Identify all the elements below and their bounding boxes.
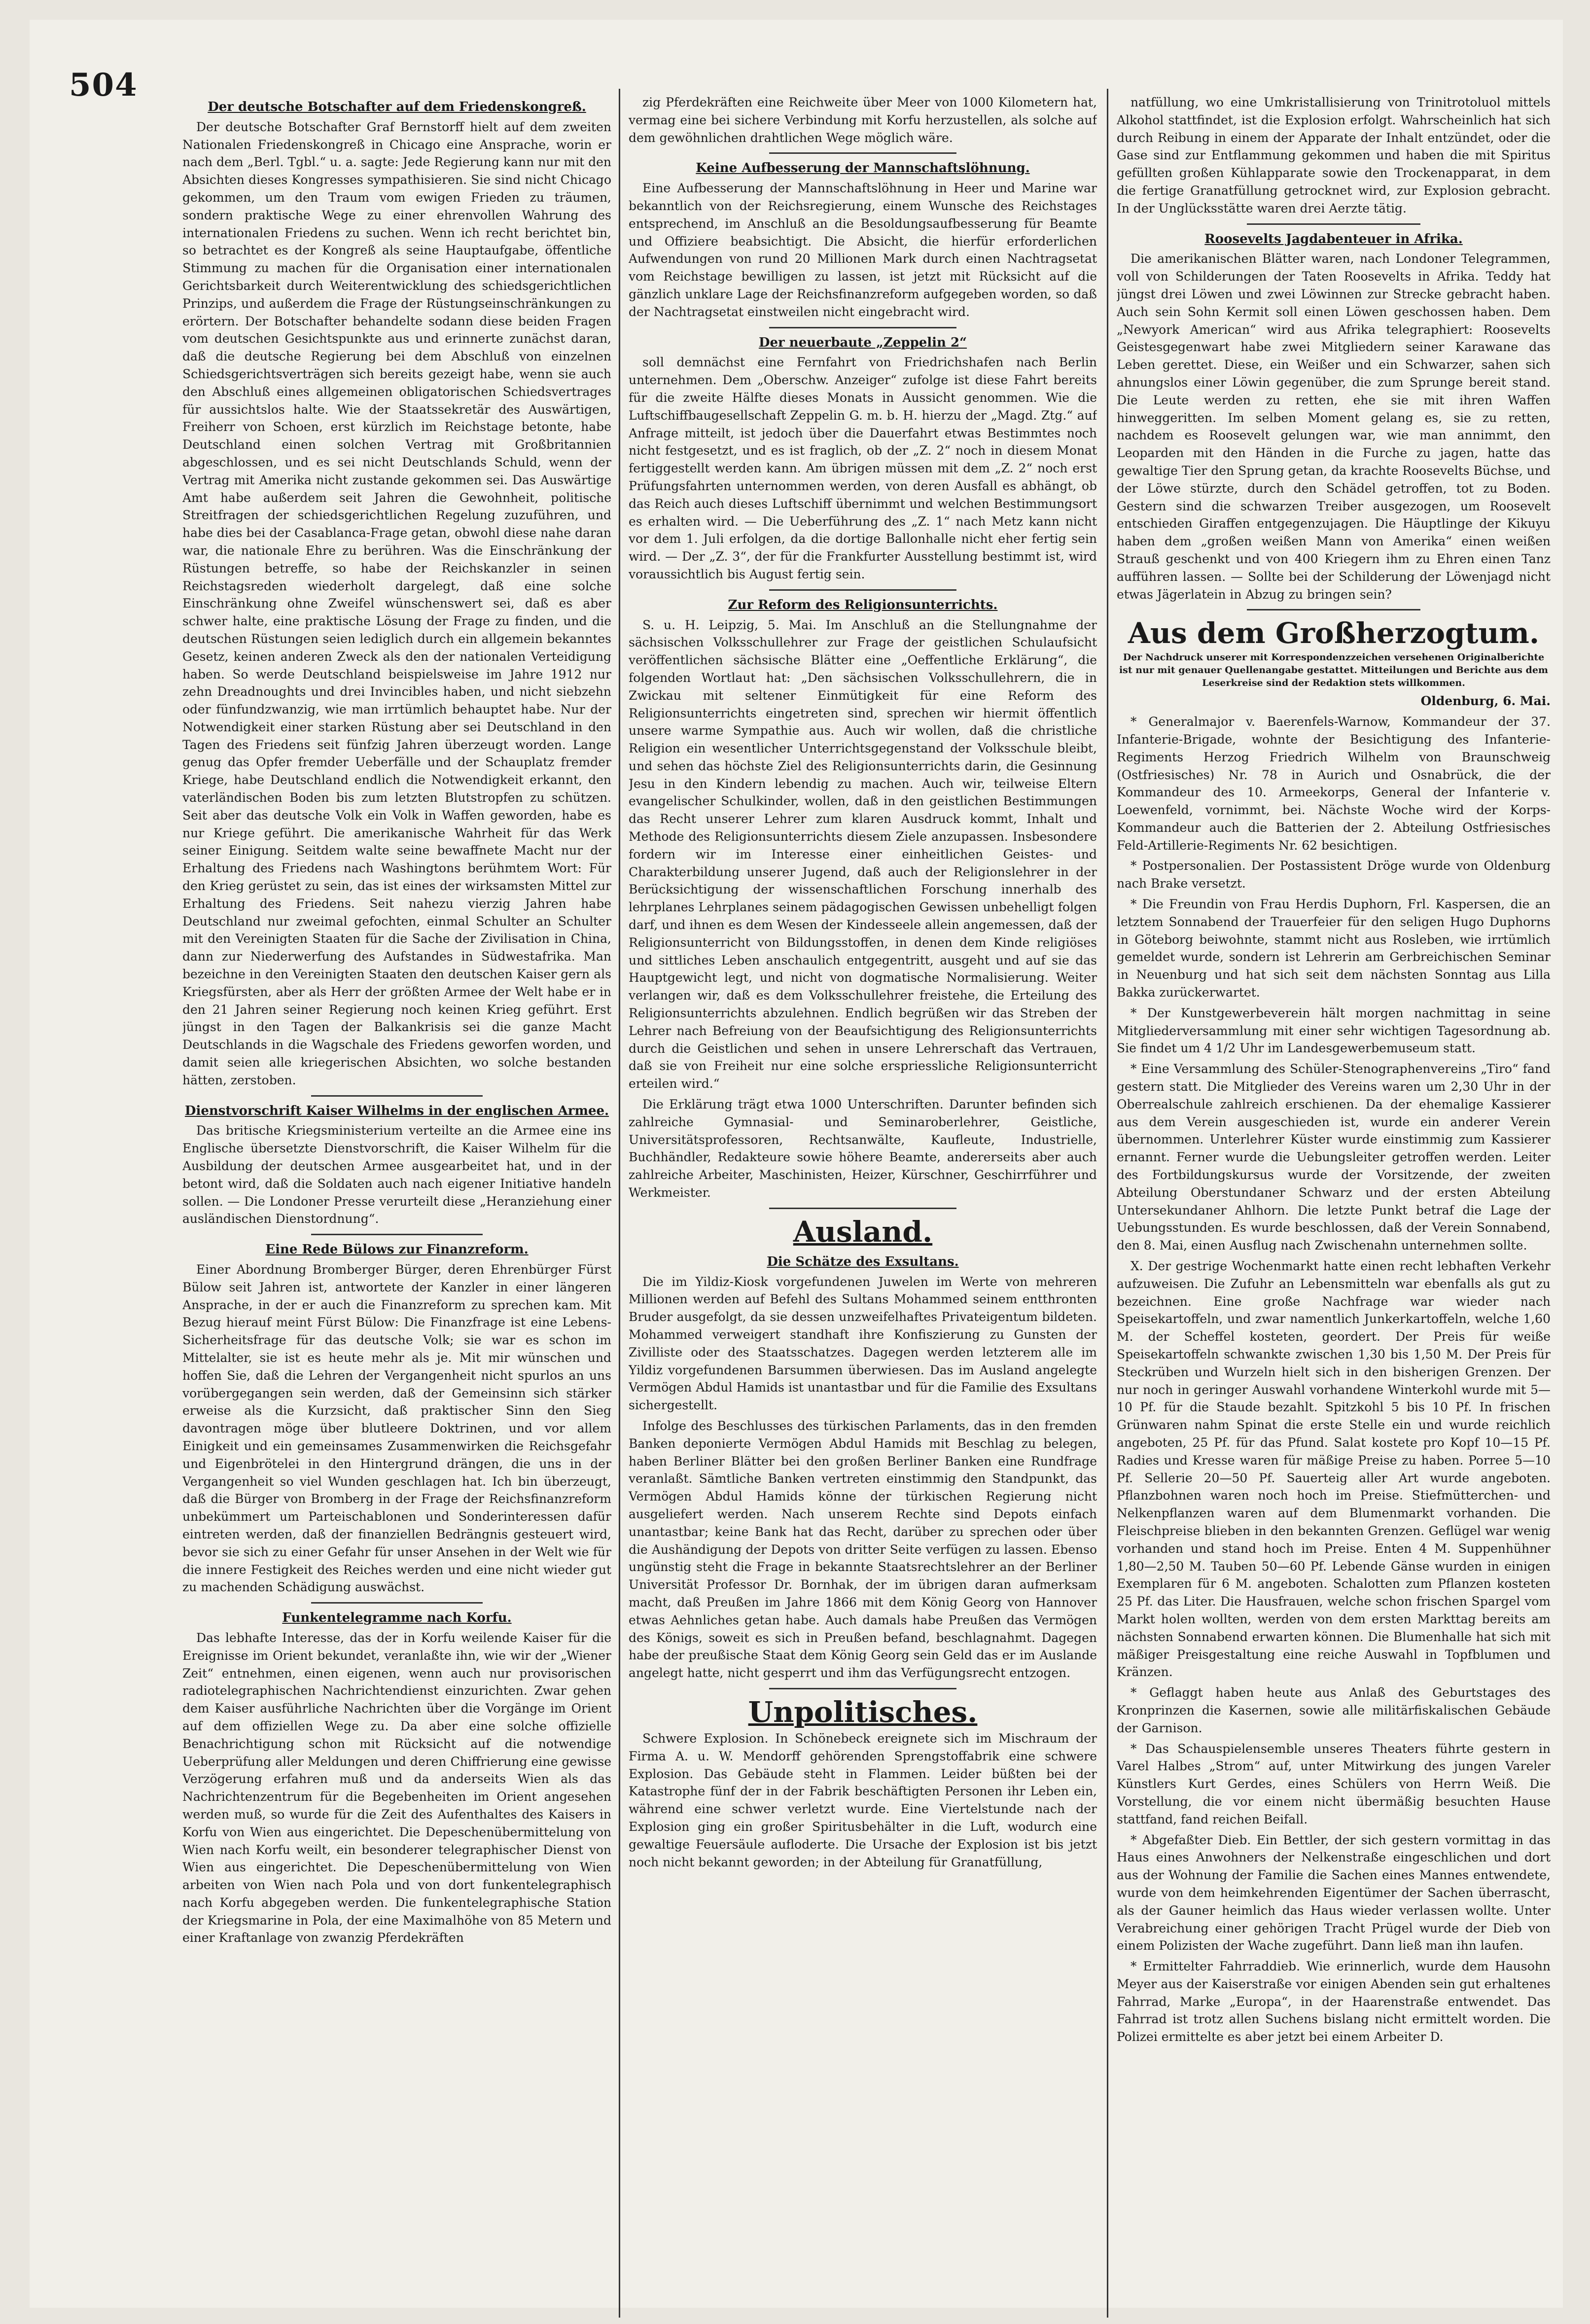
article-divider bbox=[769, 152, 956, 154]
dateline: Oldenburg, 6. Mai. bbox=[1420, 694, 1551, 709]
article-paragraph: X. Der gestrige Wochenmarkt hatte einen recht lebhaften Verkehr aufzuweisen. Die Zufuhr an Lebensmitteln war ebenfalls als gut zu bezeichnen. Eine große Nachfrage war wieder nach Speisekartoffeln, und zwar namentlich Junkerkartoffeln, welche 1,60 M. der Scheffel kosteten, geordert. Der Preis für weiße Speisekartoffeln schwankte zwischen 1,30 bis 1,50 M. Der Preis für Steckrüben und Wurzeln hielt sich in den bisherigen Grenzen. Der nur noch in geringer Auswahl vorhandene Winterkohl wurde mit 5—10 Pf. für die Staude bezahlt. Spitzkohl 5 bis 10 Pf. In frischen Grünwaren nahm Spinat die erste Stelle ein und wurde reichlich angeboten, 25 Pf. für das Pfund. Salat kostete pro Kopf 10—15 Pf. Radies und Kresse waren für mäßige Preise zu haben. Porree 5—10 Pf. Sellerie 20—50 Pf. Sauerteig aller Art wurde angeboten. Pflanzbohnen waren noch hoch im Preise. Stiefmütterchen- und Nelkenpflanzen waren auf dem Blumenmarkt vorhanden. Die Fleischpreise blieben in den bekannten Grenzen. Geflügel war wenig vorhanden und stand hoch im Preise. Enten 4 M. Suppenhühner 1,80—2,50 M. Tauben 50—60 Pf. Lebende Gänse wurden in einigen Exemplaren für 6 M. angeboten. Schalotten zum Pflanzen kosteten 25 Pf. das Liter. Die Hausfrauen, welche schon frischen Spargel vom Markt holen wollten, werden von dem ersten Markttag bereits am nächsten Sonnabend erwarten können. Die Blumenhalle hat sich mit mäßiger Preisgestaltung eine reiche Auswahl in Topfblumen und Kränzen. bbox=[1117, 1259, 1551, 1680]
column-rule-2 bbox=[1107, 89, 1108, 2318]
article-paragraph: * Generalmajor v. Baerenfels-Warnow, Kommandeur der 37. Infanterie-Brigade, wohnte der Besichtigung des Infanterie-Regiments Herzog Friedrich Wilhelm von Braunschweig (Ostfriesisches) Nr. 78 in Aurich und Osnabrück, die der Kommandeur des 10. Armeekorps, General der Infanterie v. Loewenfeld, vornimmt, bei. Nächste Woche wird der Korps-Kommandeur auch die Batterien der 2. Abteilung Ostfriesisches Feld-Artillerie-Regiments Nr. 62 besichtigen. bbox=[1117, 715, 1551, 853]
article-paragraph: * Abgefaßter Dieb. Ein Bettler, der sich gestern vormittag in das Haus eines Anwohners der Nelkenstraße eingeschlichen und dort aus der Wohnung der Familie die Sachen eines Mannes entwendete, wurde von dem heimkehrenden Eigentümer der Sachen überrascht, als der Gauner heimlich das Haus wieder verlassen wollte. Unter Verabreichung einer gehörigen Tracht Prügel wurde der Dieb von einem Polizisten der Wache zugeführt. Dann ließ man ihn laufen. bbox=[1117, 1832, 1551, 1953]
article-paragraph: zig Pferdekräften eine Reichweite über Meer von 1000 Kilometern hat, vermag eine bei sichere Verbindung mit Korfu herzustellen, als solche auf dem gewöhnlichen drahtlichen Wege möglich wäre. bbox=[629, 95, 1097, 145]
article-headline: Eine Rede Bülows zur Finanzreform. bbox=[265, 1242, 529, 1257]
article-headline: Der deutsche Botschafter auf dem Friedenskongreß. bbox=[208, 100, 586, 114]
section-note: Der Nachdruck unserer mit Korrespondenzzeichen versehenen Originalberichte ist nur mit genauer Quellenangabe gestattet. Mitteilungen und Berichte aus dem Leserkreise sind der Redaktion stets willkommen. bbox=[1119, 652, 1549, 689]
page-number: 504 bbox=[69, 67, 138, 104]
article-paragraph: Das britische Kriegsministerium verteilte an die Armee eine ins Englische übersetzte Dienstvorschrift, die Kaiser Wilhelm für die Ausbildung der deutschen Armee ausgearbeitet hat, und in der betont wird, daß die Soldaten auch nach eigener Initiative handeln sollen. — Die Londoner Presse verurteilt diese „Heranziehung einer ausländischen Dienstordnung“. bbox=[182, 1123, 611, 1226]
article-paragraph: Die Erklärung trägt etwa 1000 Unterschriften. Darunter befinden sich zahlreiche Gymnasial- und Seminaroberlehrer, Geistliche, Universitätsprofessoren, Rechtsanwälte, Kaufleute, Industrielle, Buchhändler, Redakteure sowie höhere Beamte, andererseits aber auch zahlreiche Arbeiter, Maschinisten, Heizer, Kürschner, Geschirrführer und Werkmeister. bbox=[629, 1097, 1097, 1200]
article-paragraph: * Die Freundin von Frau Herdis Duphorn, Frl. Kaspersen, die an letztem Sonnabend der Trauerfeier für den seligen Hugo Duphorns in Göteborg beiwohnte, stammt nicht aus Rosleben, wie irrtümlich gemeldet wurde, sondern ist Lehrerin am Gerbreichischen Seminar in Neuenburg und hat sich seit dem nächsten Sonntag aus Lilla Bakka zurückerwartet. bbox=[1117, 897, 1551, 1000]
article-paragraph: soll demnächst eine Fernfahrt von Friedrichshafen nach Berlin unternehmen. Dem „Oberschw. Anzeiger“ zufolge ist diese Fahrt bereits für die zweite Hälfte dieses Monats in Aussicht genommen. Wie die Luftschiffbaugesellschaft Zeppelin G. m. b. H. hierzu der „Magd. Ztg.“ auf Anfrage mitteilt, ist jedoch über die Dauerfahrt etwas Bestimmtes noch nicht festgesetzt, und es ist fraglich, ob der „Z. 2“ noch in diesem Monat fertiggestellt werden kann. Am übrigen müssen mit dem „Z. 2“ noch erst Prüfungsfahrten unternommen werden, von deren Ausfall es abhängt, ob das Reich auch dieses Luftschiff übernimmt und welchen Bestimmungsort es erhalten wird. — Die Ueberführung des „Z. 1“ nach Metz kann nicht vor dem 1. Juli erfolgen, da die dortige Ballonhalle nicht eher fertig sein wird. — Der „Z. 3“, der für die Frankfurter Ausstellung bestimmt ist, wird voraussichtlich bis August fertig sein. bbox=[629, 355, 1097, 581]
article-paragraph: Der deutsche Botschafter Graf Bernstorff hielt auf dem zweiten Nationalen Friedenskongreß in Chicago eine Ansprache, worin er nach dem „Berl. Tgbl.“ u. a. sagte: Jede Regierung kann nur mit den Absichten dieses Kongresses sympathisieren. Sie sind nicht Chicago gekommen, um den Traum vom ewigen Frieden zu träumen, sondern praktische Wege zu einer ehrenvollen Wahrung des internationalen Friedens zu suchen. Wenn ich recht berichtet bin, so betrachtet es der Kongreß als seine Hauptaufgabe, öffentliche Stimmung zu machen für die Organisation einer internationalen Gerichtsbarkeit durch Weiterentwicklung des schiedsgerichtlichen Prinzips, und außerdem die Frage der Rüstungseinschränkungen zu erörtern. Der Botschafter behandelte sodann diese beiden Fragen vom deutschen Gesichtspunkte aus und erinnerte zunächst daran, daß die deutsche Regierung bei dem Abschluß von einzelnen Schiedsgerichtsverträgen sich bereits gezeigt habe, wenn sie auch den Abschluß eines allgemeinen obligatorischen Schiedsvertrages für aussichtslos halte. Wie der Staatssekretär des Auswärtigen, Freiherr von Schoen, erst kürzlich im Reichstage betonte, habe Deutschland einen solchen Vertrag mit Großbritannien abgeschlossen, und es sei nicht Deutschlands Schuld, wenn der Vertrag mit Amerika nicht zustande gekommen sei. Das Auswärtige Amt habe außerdem seit Jahren die Gewohnheit, politische Streitfragen der schiedsgerichtlichen Regelung zuzuführen, und habe dies bei der Casablanca-Frage getan, obwohl diese nahe daran war, die nationale Ehre zu berühren. Was die Einschränkung der Rüstungen betreffe, so habe der Reichskanzler in seinen Reichstagsreden wiederholt dargelegt, daß eine solche Einschränkung ohne Zweifel wünschenswert sei, daß es aber schwer halte, eine praktische Lösung der Frage zu finden, und die deutschen Rüstungen seien lediglich durch ein allgemein bekanntes Gesetz, keinen anderen Zweck als den der nationalen Verteidigung haben. So werde Deutschland beispielsweise im Jahre 1912 nur zehn Dreadnoughts und drei Invincibles haben, und nicht siebzehn oder fünfundzwanzig, wie man irrtümlich behauptet habe. Nur der Notwendigkeit einer starken Rüstung aber sei Deutschland in den Tagen des Friedens seit fünfzig Jahren überzeugt worden. Lange genug das Opfer fremder Ueberfälle und der Schauplatz fremder Kriege, habe Deutschland endlich die Notwendigkeit erkannt, den vaterländischen Boden bis zum letzten Blutstropfen zu schützen. Seit aber das deutsche Volk ein Volk in Waffen geworden, habe es nur Kriege geführt. Die amerikanische Wahrheit für das Werk seiner Einigung. Seitdem walte seine bewaffnete Macht nur der Erhaltung des Friedens nach Washingtons berühmtem Wort: Für den Krieg gerüstet zu sein, das ist eines der wirksamsten Mittel zur Erhaltung des Friedens. Seit nahezu vierzig Jahren habe Deutschland nur zweimal gefochten, einmal Schulter an Schulter mit den Vereinigten Staaten für die Sache der Zivilisation in China, dann zur Niederwerfung des Aufstandes in Südwestafrika. Man bezeichne in den Vereinigten Staaten den deutschen Kaiser gern als Kriegsfürsten, aber als Herr der größten Armee der Welt habe er in den 21 Jahren seiner Regierung noch keinen Krieg geführt. Erst jüngst in den Tagen der Balkankrisis sei die ganze Macht Deutschlands in die Wagschale des Friedens geworfen worden, und damit seien alle kriegerischen Absichten, wo solche bestanden hätten, zerstoben. bbox=[182, 119, 611, 1087]
article-paragraph: Schwere Explosion. In Schönebeck ereignete sich im Mischraum der Firma A. u. W. Mendorff gehörenden Sprengstoffabrik eine schwere Explosion. Das Gebäude steht in Flammen. Leider büßten bei der Katastrophe fünf der in der Fabrik beschäftigten Personen ihr Leben ein, während eine schwer verletzt wurde. Eine Viertelstunde nach der Explosion ging ein großer Spiritusbehälter in die Luft, wodurch eine gewaltige Feuersäule aufloderte. Die Ursache der Explosion ist bis jetzt noch nicht bekannt geworden; in der Abteilung für Granatfüllung, bbox=[629, 1731, 1097, 1869]
article-divider bbox=[311, 1234, 483, 1235]
article-divider bbox=[311, 1095, 483, 1097]
article-paragraph: Einer Abordnung Bromberger Bürger, deren Ehrenbürger Fürst Bülow seit Jahren ist, antwortete der Kanzler in einer längeren Ansprache, in der er auch die Finanzreform zu sprechen kam. Mit Bezug hierauf meint Fürst Bülow: Die Finanzfrage ist eine Lebens-Sicherheitsfrage für das deutsche Volk; sie war es schon im Mittelalter, sie ist es heute mehr als je. Mit mir wünschen und hoffen Sie, daß die Lehren der Vergangenheit nicht spurlos an uns vorübergegangen sein werden, daß der Gemeinsinn sich stärker erweise als die Kurzsicht, daß praktischer Sinn den Sieg davontragen möge über blutleere Doktrinen, und vor allem Einigkeit und ein gemeinsames Zusammenwirken die Reichsgefahr und Eigenbrötelei in den Hintergrund drängen, die uns in der Vergangenheit so viel Wunden geschlagen hat. Ich bin überzeugt, daß die Bürger von Bromberg in der Frage der Reichsfinanzreform unbekümmert um Parteischablonen und Sonderinteressen dafür eintreten werden, daß der finanziellen Bedrängnis gesteuert wird, bevor sie sich zu einer Gefahr für unser Ansehen in der Welt wie für die innere Festigkeit des Reiches werden und eine nicht wieder gut zu machenden Schädigung auswächst. bbox=[182, 1262, 611, 1595]
article-paragraph: * Ermittelter Fahrraddieb. Wie erinnerlich, wurde dem Hausohn Meyer aus der Kaiserstraße vor einigen Abenden sein gut erhaltenes Fahrrad, Marke „Europa“, in der Haarenstraße entwendet. Das Fahrrad ist trotz allen Suchens bislang nicht ermittelt worden. Die Polizei ermittelte es aber jetzt bei einem Arbeiter D. bbox=[1117, 1959, 1551, 2044]
article-headline: Roosevelts Jagdabenteuer in Afrika. bbox=[1204, 231, 1463, 247]
section-heading: Ausland. bbox=[793, 1215, 933, 1249]
section-heading: Aus dem Großherzogtum. bbox=[1128, 616, 1540, 650]
article-headline: Dienstvorschrift Kaiser Wilhelms in der englischen Armee. bbox=[184, 1103, 609, 1118]
article-headline: Der neuerbaute „Zeppelin 2“ bbox=[758, 335, 967, 350]
article-paragraph: * Der Kunstgewerbeverein hält morgen nachmittag in seine Mitgliederversammlung mit einer sehr wichtigen Tagesordnung ab. Sie findet um 4 1/2 Uhr im Landesgewerbemuseum statt. bbox=[1117, 1005, 1551, 1056]
column-2 bbox=[629, 94, 1097, 2313]
article-headline: Zur Reform des Religionsunterrichts. bbox=[728, 597, 998, 612]
article-headline: Die Schätze des Exsultans. bbox=[767, 1254, 959, 1269]
article-divider bbox=[769, 1208, 956, 1209]
column-1 bbox=[182, 94, 611, 2313]
article-paragraph: * Eine Versammlung des Schüler-Stenographenvereins „Tiro“ fand gestern statt. Die Mitglieder des Vereins waren um 2,30 Uhr in der Oberrealschule zahlreich erschienen. Da der ehemalige Kassierer aus dem Verein ausgeschieden ist, wurde ein anderer Verein übernommen. Unterlehrer Küster wurde einstimmig zum Kassierer ernannt. Ferner wurde die Uebungsleiter getroffen werden. Leiter des Fortbildungskursus wurde der Vorsitzende, der zweiten Abteilung Oberstundaner Schwarz und der ersten Abteilung Untersekundaner Ahlhorn. Die letzte Punkt betraf die Lage der Uebungsstunden. Es wurde beschlossen, daß der Verein Sonnabend, den 8. Mai, einen Ausflug nach Zwischenahn unternehmen sollte. bbox=[1117, 1062, 1551, 1253]
column-3 bbox=[1117, 94, 1551, 2313]
article-paragraph: * Das Schauspielensemble unseres Theaters führte gestern in Varel Halbes „Strom“ auf, unter Mitwirkung des jungen Vareler Künstlers Kurt Gerdes, eines Schülers von Herrn Weiß. Die Vorstellung, die vor einem nicht übermäßig besuchten Hause stattfand, fand reichen Beifall. bbox=[1117, 1741, 1551, 1826]
article-divider bbox=[311, 1602, 483, 1604]
article-divider bbox=[769, 327, 956, 328]
article-paragraph: natfüllung, wo eine Umkristallisierung von Trinitrotoluol mittels Alkohol stattfindet, ist die Explosion erfolgt. Wahrscheinlich hat sich durch Reibung in einem der Apparate der Inhalt entzündet, oder die Gase sind zur Entflammung gekommen und haben die mit Spiritus gefüllten großen Kühlapparate sowie den Trockenapparat, in dem die fertige Granatfüllung getrocknet wird, zur Explosion gebracht. In der Unglücksstätte waren drei Aerzte tätig. bbox=[1117, 95, 1551, 215]
article-paragraph: Infolge des Beschlusses des türkischen Parlaments, das in den fremden Banken deponierte Vermögen Abdul Hamids mit Beschlag zu belegen, haben Berliner Blätter bei den großen Berliner Banken eine Rundfrage veranlaßt. Sämtliche Banken vertreten einstimmig den Standpunkt, das Vermögen Abdul Hamids könne der türkischen Regierung nicht ausgeliefert werden. Nach unserem Rechte sind Depots einfach unantastbar; keine Bank hat das Recht, darüber zu sprechen oder über die Aushändigung der Depots von dritter Seite verfügen zu lassen. Ebenso ungünstig steht die Frage in bekannte Staatsrechtslehrer an der Berliner Universität Professor Dr. Bornhak, der im übrigen daran aufmerksam macht, daß Preußen im Jahre 1866 mit dem König Georg von Hannover etwas Aehnliches getan habe. Auch damals habe Preußen das Vermögen des Königs, soweit es sich in Preußen befand, beschlagnahmt. Dagegen habe der preußische Staat dem König Georg sein Geld das er im Auslande angelegt hatte, nicht gesperrt und ihm das Verfügungsrecht entzogen. bbox=[629, 1418, 1097, 1680]
newspaper-page bbox=[30, 20, 1563, 2308]
article-paragraph: Die im Yildiz-Kiosk vorgefundenen Juwelen im Werte von mehreren Millionen werden auf Befehl des Sultans Mohammed seinem entthronten Bruder ausgefolgt, da sie dessen unzweifelhaftes Privateigentum bildeten. Mohammed verweigert standhaft ihre Konfiszierung zu Gunsten der Zivilliste oder des Staatsschatzes. Dagegen werden letzterem alle im Yildiz vorgefundenen Barsummen überwiesen. Das im Ausland angelegte Vermögen Abdul Hamids ist unantastbar und für die Familie des Exsultans sichergestellt. bbox=[629, 1274, 1097, 1413]
article-paragraph: S. u. H. Leipzig, 5. Mai. Im Anschluß an die Stellungnahme der sächsischen Volksschullehrer zur Frage der geistlichen Schulaufsicht veröffentlichen sächsische Blätter eine „Oeffentliche Erklärung“, die folgenden Wortlaut hat: „Den sächsischen Volksschullehrern, die in Zwickau mit seltener Einmütigkeit für eine Reform des Religionsunterrichts eingetreten sind, sprechen wir hiermit öffentlich unsere warme Sympathie aus. Auch wir wollen, daß die christliche Religion ein wesentlicher Unterrichtsgegenstand der Volksschule bleibt, und sehen das höchste Ziel des Religionsunterrichts darin, die Gesinnung Jesu in den Kindern lebendig zu machen. Auch wir, teilweise Eltern evangelischer Schulkinder, wollen, daß in den geistlichen Bestimmungen das Recht unserer Lehrer zum klaren Ausdruck kommt, Inhalt und Methode des Religionsunterrichts diesem Ziele anzupassen. Insbesondere fordern wir im Interesse einer einheitlichen Geistes- und Charakterbildung unserer Jugend, daß auch der Religionslehrer in der Berücksichtigung der wissenschaftlichen Forschung innerhalb des lehrplanes Lehrplanes seinem pädagogischen Gewissen unbehelligt folgen darf, und ihnen es dem Wesen der Kindesseele allein angemessen, daß der Religionsunterricht von Bildungsstoffen, in denen dem Kinde religiöses und sittliches Leben anschaulich entgegentritt, ausgeht und auf sie das Hauptgewicht legt, und nicht von dogmatische Normalisierung. Weiter verlangen wir, daß es dem Volksschullehrer freistehe, die Erteilung des Religionsunterrichts abzulehnen. Endlich begrüßen wir das Streben der Lehrer nach Befreiung von der Beaufsichtigung des Religionsunterrichts durch die Geistlichen und sehen in unsere Lehrerschaft das Vertrauen, daß sie von Freiheit nur eine solche erspriessliche Religionsunterricht erteilen wird.“ bbox=[629, 617, 1097, 1091]
article-paragraph: Das lebhafte Interesse, das der in Korfu weilende Kaiser für die Ereignisse im Orient bekundet, veranlaßte ihn, wie wir der „Wiener Zeit“ entnehmen, einen eigenen, wenn auch nur provisorischen radiotelegraphischen Nachrichtendienst einzurichten. Zwar gehen dem Kaiser ausführliche Nachrichten über die Vorgänge im Orient auf dem offiziellen Wege zu. Da aber eine solche offizielle Benachrichtigung schon mit Rücksicht auf die notwendige Ueberprüfung aller Meldungen und deren Chiffrierung eine gewisse Verzögerung erfahren muß und da anderseits Wien als das Nachrichtenzentrum für die Begebenheiten im Orient angesehen werden muß, so wurde für die Zeit des Aufenthaltes des Kaisers in Korfu von Wien aus eingerichtet. Die Depeschenübermittelung von Wien nach Korfu weilt, ein besonderer telegraphischer Dienst von Wien aus eingerichtet. Die Depeschenübermittelung von Wien arbeiten von Wien nach Pola und von dort funkentelegraphisch nach Korfu abgegeben werden. Die funkentelegraphische Station der Kriegsmarine in Pola, der eine Maximalhöhe von 85 Metern und einer Kraftanlage von zwanzig Pferdekräften bbox=[182, 1630, 611, 1945]
article-paragraph: Eine Aufbesserung der Mannschaftslöhnung in Heer und Marine war bekanntlich von der Reichsregierung, einem Wunsche des Reichstages entsprechend, im Anschluß an die Besoldungsaufbesserung für Beamte und Offiziere beabsichtigt. Die Absicht, die hierfür erforderlichen Aufwendungen von rund 20 Millionen Mark durch einen Nachtragsetat vom Reichstage bewilligen zu lassen, ist jetzt mit Rücksicht auf die gänzlich unklare Lage der Reichsfinanzreform aufgegeben worden, so daß der Nachtragsetat einstweilen nicht eingebracht wird. bbox=[629, 181, 1097, 319]
article-divider bbox=[769, 589, 956, 591]
article-headline: Keine Aufbesserung der Mannschaftslöhnung. bbox=[696, 161, 1030, 176]
article-divider bbox=[769, 1688, 956, 1689]
article-divider bbox=[1247, 223, 1420, 225]
article-headline: Funkentelegramme nach Korfu. bbox=[282, 1610, 512, 1626]
article-paragraph: Die amerikanischen Blätter waren, nach Londoner Telegrammen, voll von Schilderungen der Taten Roosevelts in Afrika. Teddy hat jüngst drei Löwen und zwei Löwinnen zur Strecke gebracht haben. Auch sein Sohn Kermit soll einen Löwen geschossen haben. Dem „Newyork American“ wird aus Afrika telegraphiert: Roosevelts Geistesgegenwart habe zwei Mitgliedern seiner Karawane das Leben gerettet. Diese, ein Weißer und ein Schwarzer, sahen sich ahnungslos einer Löwin gegenüber, die zum Sprunge bereit stand. Die Leute werden zu retten, ehe sie mit ihren Waffen hinweggeritten. Im selben Moment gelang es, sie zu retten, nachdem es Roosevelt gelungen war, wie man annimmt, den Leoparden mit den Händen in die Furche zu jagen, hatte das gewaltige Tier den Sprung getan, da krachte Roosevelts Büchse, und der Löwe stürzte, durch den Schädel getroffen, tot zu Boden. Gestern sind die schwarzen Treiber ausgezogen, um Roosevelt entschieden Giraffen entgegenzujagen. Die Häuptlinge der Kikuyu haben dem „großen weißen Mann von Amerika“ einen weißen Strauß geschenkt und von 400 Kriegern ihm zu Ehren einen Tanz aufführen lassen. — Sollte bei der Schilderung der Löwenjagd nicht etwas Jägerlatein in Abzug zu bringen sein? bbox=[1117, 251, 1551, 602]
article-paragraph: * Postpersonalien. Der Postassistent Dröge wurde von Oldenburg nach Brake versetzt. bbox=[1117, 858, 1551, 891]
column-rule-1 bbox=[619, 89, 620, 2318]
article-divider bbox=[1247, 609, 1420, 610]
section-heading: Unpolitisches. bbox=[748, 1695, 978, 1729]
article-paragraph: * Geflaggt haben heute aus Anlaß des Geburtstages des Kronprinzen die Kasernen, sowie alle militärfiskalischen Gebäude der Garnison. bbox=[1117, 1685, 1551, 1735]
